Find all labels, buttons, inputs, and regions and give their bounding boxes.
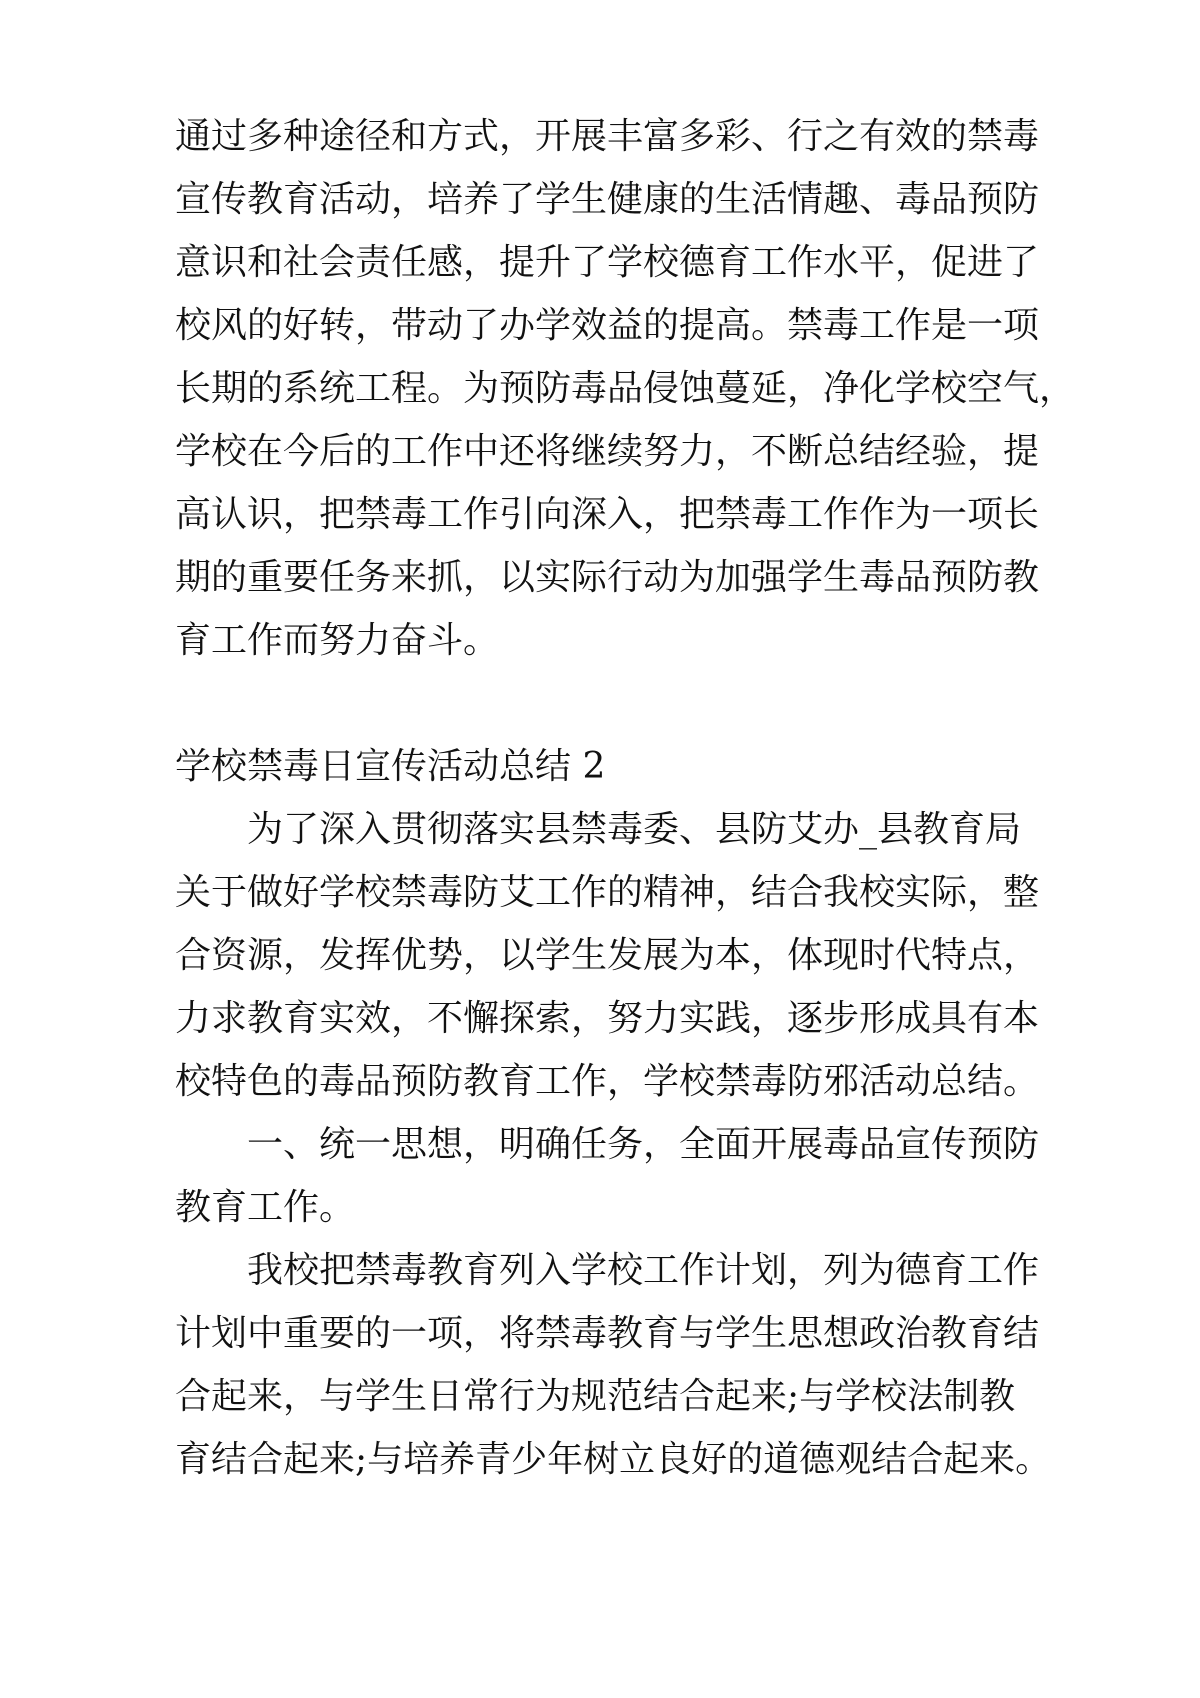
continuation-paragraph xyxy=(175,105,1076,672)
paragraph-line: 期的重要任务来抓，以实际行动为加强学生毒品预防教 xyxy=(175,557,1040,598)
paragraph-line: 我校把禁毒教育列入学校工作计划，列为德育工作 xyxy=(247,1250,1040,1291)
section-heading-block xyxy=(175,735,1045,798)
paragraph-line: 学校在今后的工作中还将继续努力，不断总结经验，提 xyxy=(175,431,1040,472)
paragraph-line: 合起来，与学生日常行为规范结合起来;与学校法制教 xyxy=(175,1376,1016,1417)
paragraph-line: 通过多种途径和方式，开展丰富多彩、行之有效的禁毒 xyxy=(175,116,1040,157)
section-body xyxy=(175,798,1052,1491)
paragraph-line: 合资源，发挥优势，以学生发展为本，体现时代特点， xyxy=(175,935,1040,976)
paragraph-line: 一、统一思想，明确任务，全面开展毒品宣传预防 xyxy=(247,1124,1040,1165)
paragraph-line: 高认识，把禁毒工作引向深入，把禁毒工作作为一项长 xyxy=(175,494,1040,535)
paragraph-line: 宣传教育活动，培养了学生健康的生活情趣、毒品预防 xyxy=(175,179,1040,220)
section-heading: 学校禁毒日宣传活动总结 2 xyxy=(175,746,606,787)
paragraph-line: 育结合起来;与培养青少年树立良好的道德观结合起来。 xyxy=(175,1439,1052,1480)
point-one-paragraph xyxy=(175,1239,1052,1491)
paragraph-line: 意识和社会责任感，提升了学校德育工作水平，促进了 xyxy=(175,242,1040,283)
paragraph-line: 教育工作。 xyxy=(175,1187,356,1228)
paragraph-line: 力求教育实效，不懈探索，努力实践，逐步形成具有本 xyxy=(175,998,1040,1039)
paragraph-line: 育工作而努力奋斗。 xyxy=(175,620,500,661)
paragraph-line: 计划中重要的一项，将禁毒教育与学生思想政治教育结 xyxy=(175,1313,1040,1354)
point-one-heading xyxy=(175,1113,1045,1239)
paragraph-line: 关于做好学校禁毒防艾工作的精神，结合我校实际，整 xyxy=(175,872,1040,913)
paragraph-line: 长期的系统工程。为预防毒品侵蚀蔓延，净化学校空气， xyxy=(175,368,1076,409)
paragraph-line: 校特色的毒品预防教育工作，学校禁毒防邪活动总结。 xyxy=(175,1061,1040,1102)
intro-paragraph xyxy=(175,798,1045,1113)
paragraph-line: 校风的好转，带动了办学效益的提高。禁毒工作是一项 xyxy=(175,305,1040,346)
paragraph-line: 为了深入贯彻落实县禁毒委、县防艾办_县教育局 xyxy=(247,809,1022,850)
